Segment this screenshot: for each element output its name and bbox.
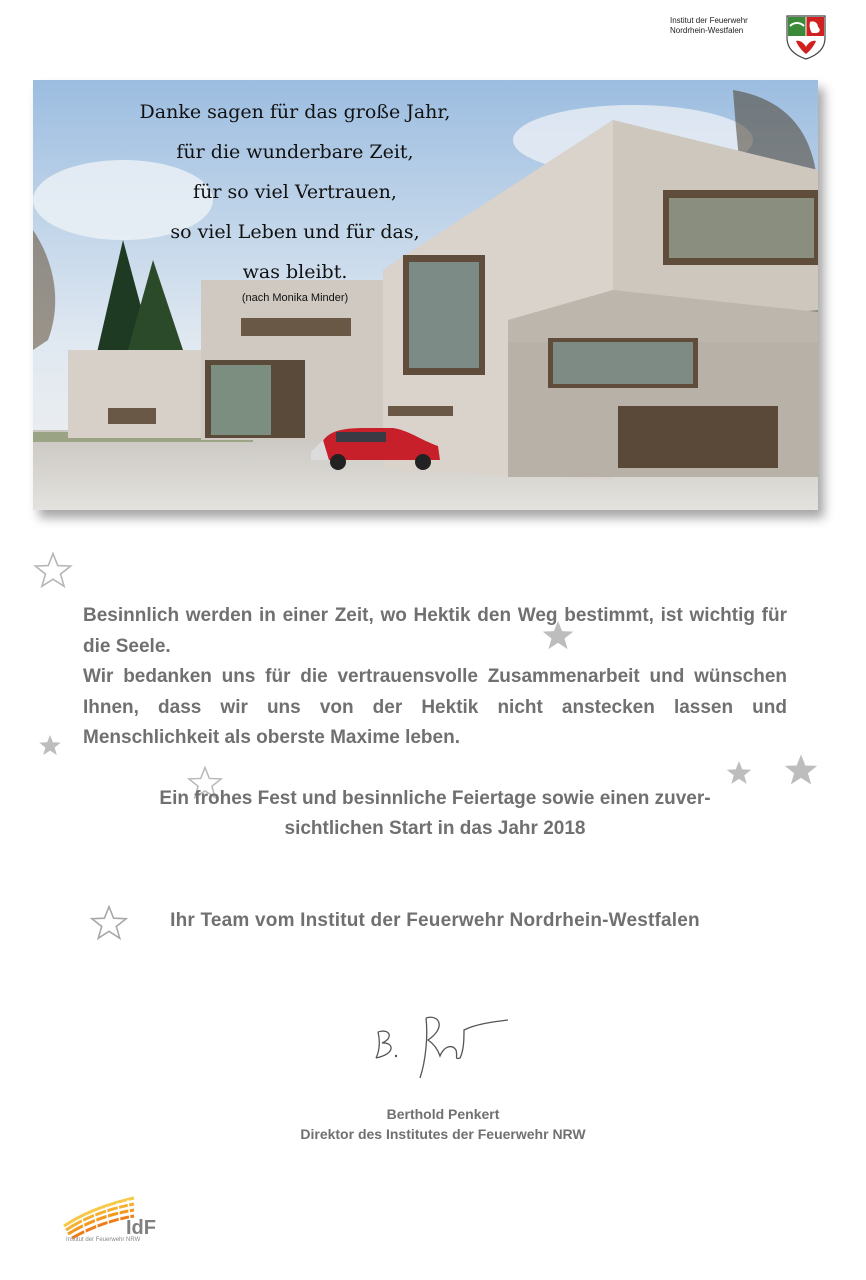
idf-logo-subtext: Institut der Feuerwehr NRW [66, 1237, 141, 1243]
signer-title: Direktor des Institutes der Feuerwehr NRW [300, 1126, 586, 1142]
nrw-coat-of-arms-icon [785, 14, 827, 60]
message-body [83, 601, 787, 754]
star-filled-icon [725, 760, 753, 785]
quote-source: (nach Monika Minder) [241, 292, 349, 304]
message-paragraph-1: Besinnlich werden in einer Zeit, wo Hektik den Weg bestimmt, ist wichtig für die Seele. [83, 605, 787, 657]
quote-line-2: für die wunderbare Zeit, [176, 141, 414, 163]
quote-line-5: was bleibt. [242, 261, 348, 283]
quote-line-1: Danke sagen für das große Jahr, [139, 101, 451, 123]
idf-logo-text: IdF [126, 1217, 156, 1239]
signer-block [200, 1104, 686, 1144]
quote-line-3: für so viel Vertrauen, [193, 181, 397, 203]
greeting-line-1: Ein frohes Fest und besinnliche Feiertage sowie einen zuver- [159, 788, 711, 809]
greeting-line-2: sichtlichen Start in das Jahr 2018 [284, 818, 586, 839]
message-paragraph-2: Wir bedanken uns für die vertrauensvolle Zusammenarbeit und wünschen Ihnen, dass wir uns von der Hektik nicht anstecken lassen und Menschlichkeit als oberste Maxime leben. [83, 666, 787, 748]
idf-logo [62, 1192, 172, 1252]
star-outline-icon [33, 552, 73, 588]
svg-text:B. Pk: B. Pk [368, 1010, 371, 1011]
photo-quote [100, 92, 490, 292]
holiday-greeting [83, 784, 787, 844]
team-closing: Ihr Team vom Institut der Feuerwehr Nordrhein-Westfalen [170, 910, 700, 931]
header-org-name [670, 16, 748, 36]
star-filled-icon [38, 734, 62, 756]
quote-line-4: so viel Leben und für das, [170, 221, 420, 243]
handwritten-signature [368, 1010, 518, 1090]
star-filled-icon [783, 753, 819, 786]
header-org-line2: Nordrhein-Westfalen [670, 26, 744, 35]
header-org-line1: Institut der Feuerwehr [670, 16, 748, 25]
signer-name: Berthold Penkert [386, 1106, 500, 1122]
